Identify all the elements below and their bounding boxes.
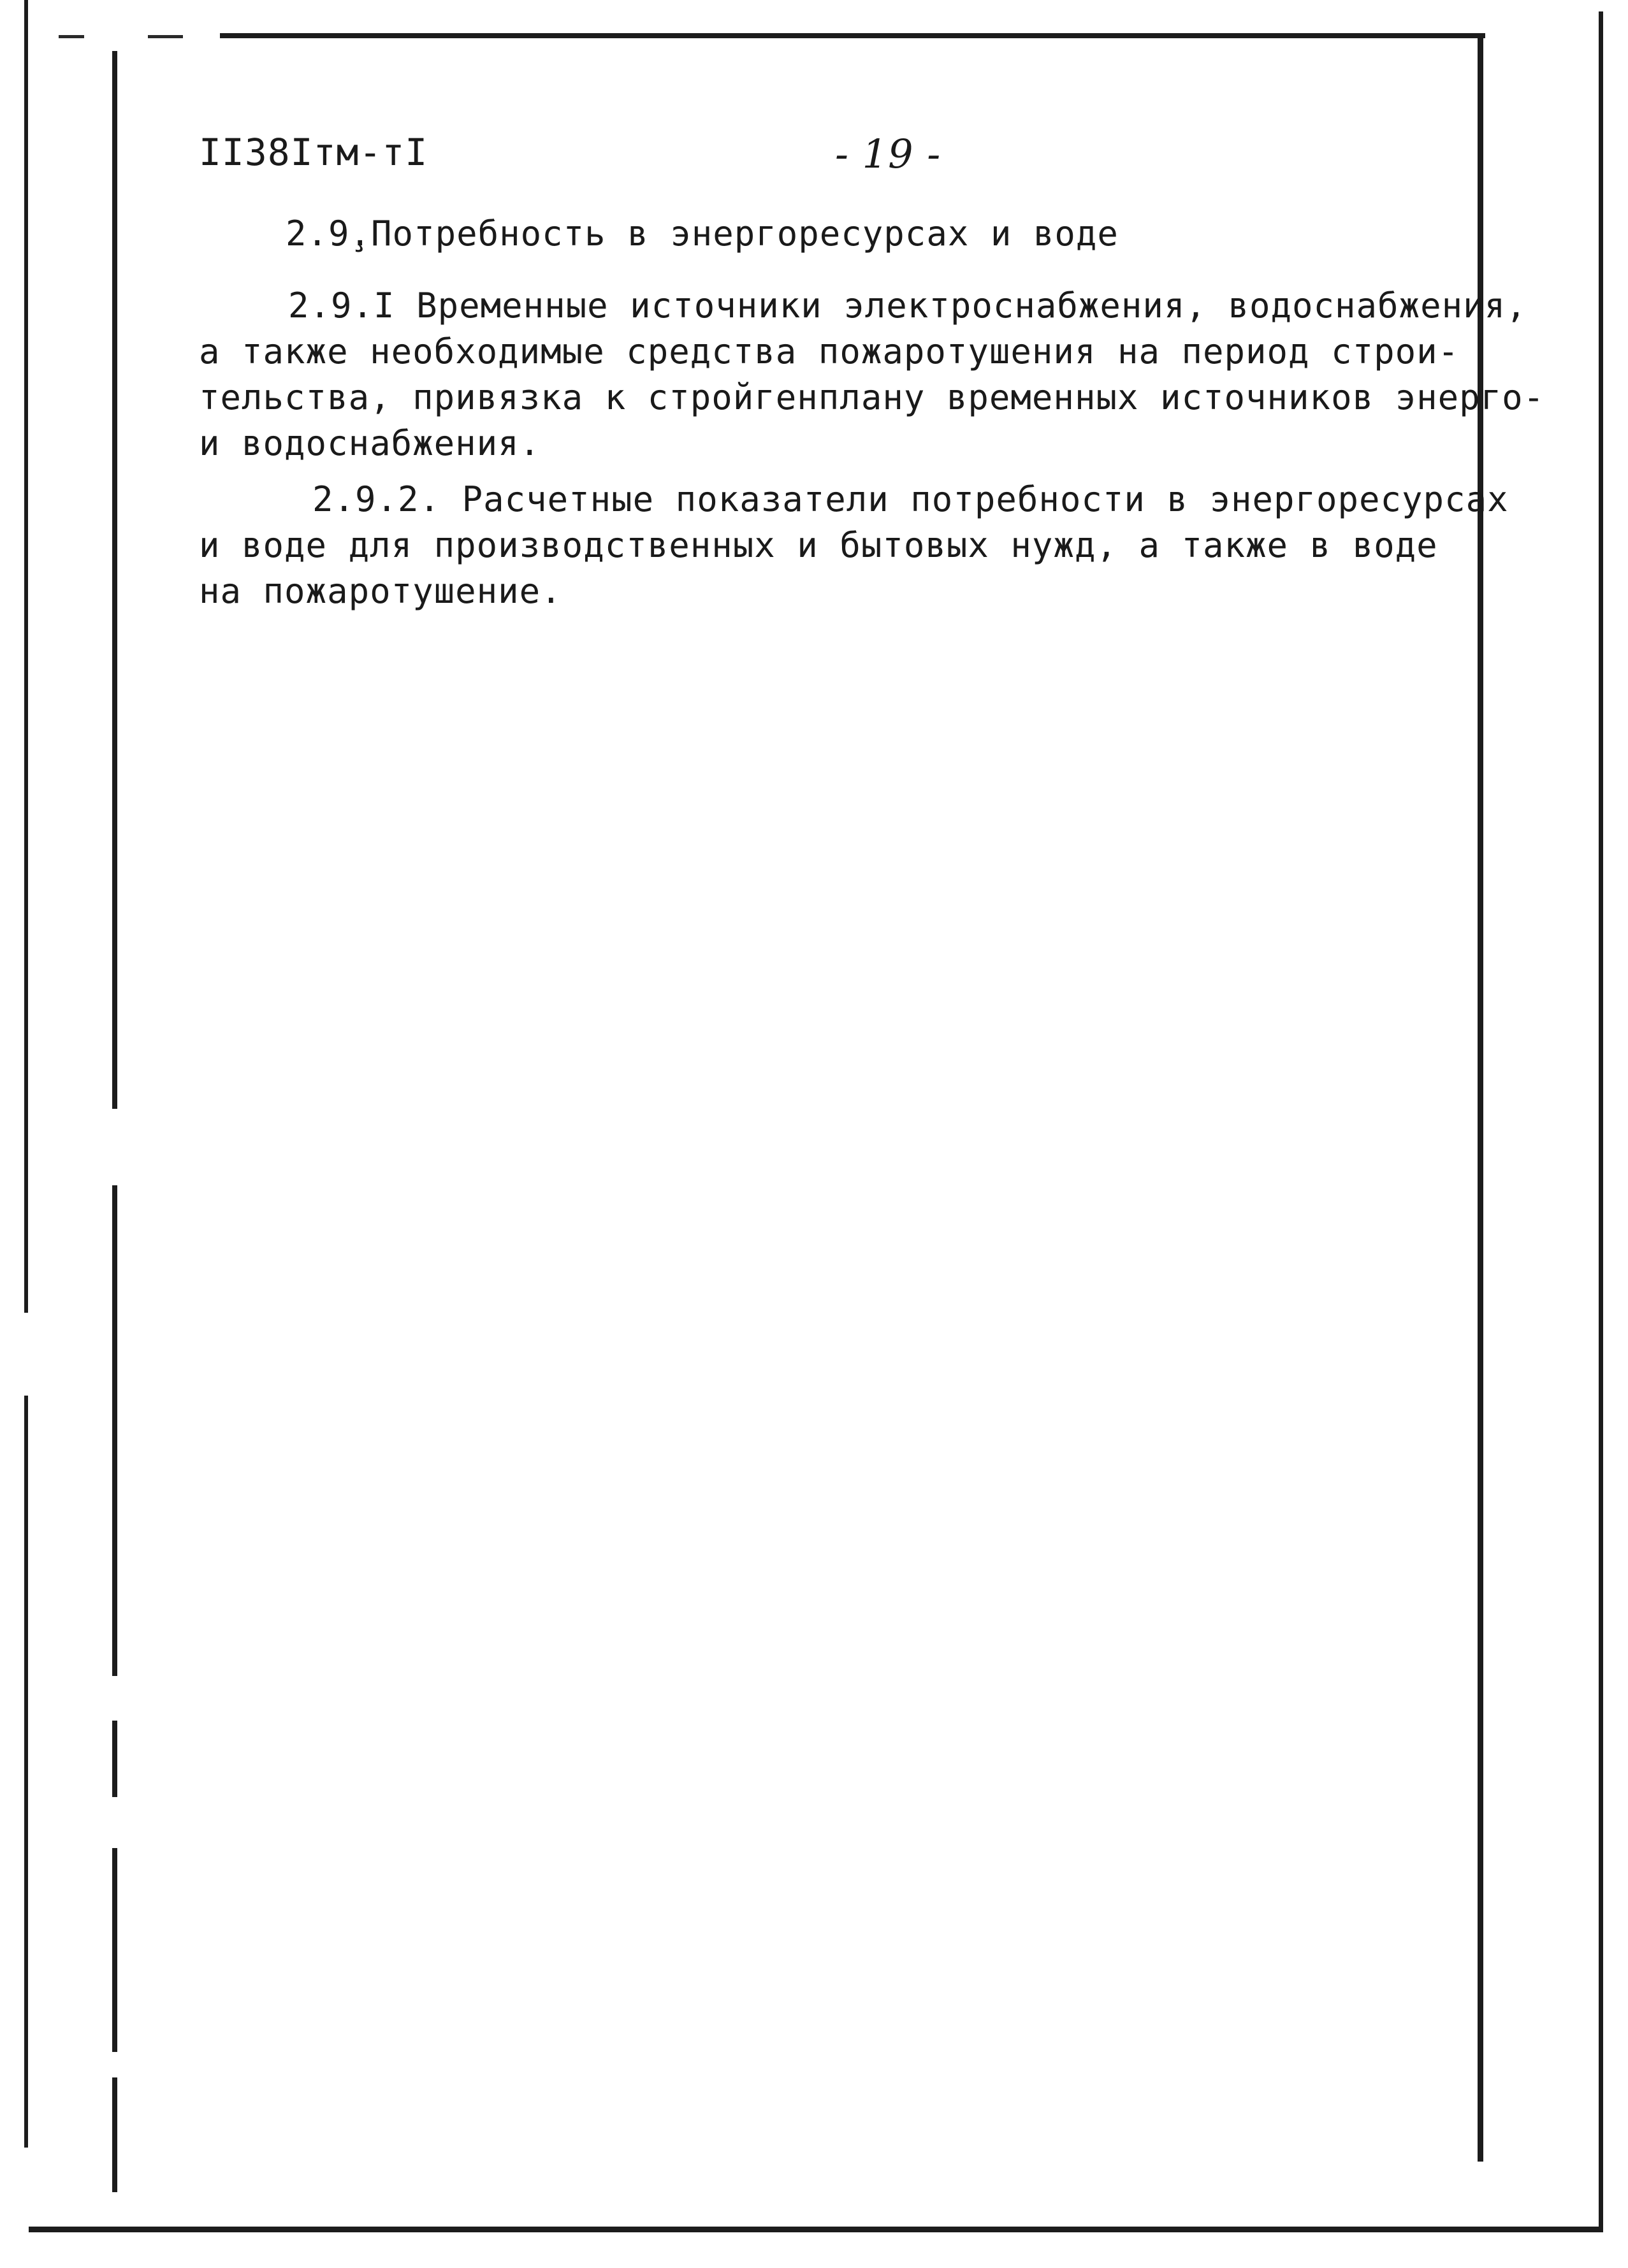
- frame-left-inner-line: [112, 51, 117, 1109]
- frame-right-outer-line: [1599, 11, 1603, 2232]
- paragraph-line: на пожаротушение.: [199, 571, 562, 611]
- frame-top-dash-left: [59, 35, 84, 38]
- frame-left-inner-line: [112, 1185, 117, 1676]
- frame-top-line: [220, 33, 1485, 38]
- document-code: II38Iтм-тI: [199, 131, 428, 174]
- page-number: - 19 -: [835, 131, 941, 177]
- frame-left-outer-line-lower: [24, 1396, 28, 2148]
- paragraph-line: тельства, привязка к стройгенплану временных источников энерго-: [199, 377, 1545, 417]
- frame-bottom-line: [29, 2227, 1603, 2232]
- paragraph-line: а также необходимые средства пожаротушения на период строи-: [199, 331, 1460, 372]
- frame-right-inner-line: [1478, 33, 1483, 2162]
- frame-left-outer-line: [24, 0, 28, 1313]
- frame-left-inner-line: [112, 1848, 117, 2052]
- frame-top-dash: [148, 35, 183, 38]
- section-title: 2.9̧.Потребность в энергоресурсах и воде: [286, 213, 1119, 254]
- frame-left-inner-line: [112, 2077, 117, 2192]
- paragraph-line: и воде для производственных и бытовых нужд, а также в воде: [199, 525, 1438, 565]
- frame-left-inner-line: [112, 1721, 117, 1797]
- paragraph-line: 2.9.2. Расчетные показатели потребности в энергоресурсах: [312, 479, 1509, 519]
- paragraph-line: 2.9.I Временные источники электроснабжения, водоснабжения,: [288, 285, 1527, 326]
- paragraph-line: и водоснабжения.: [199, 423, 541, 463]
